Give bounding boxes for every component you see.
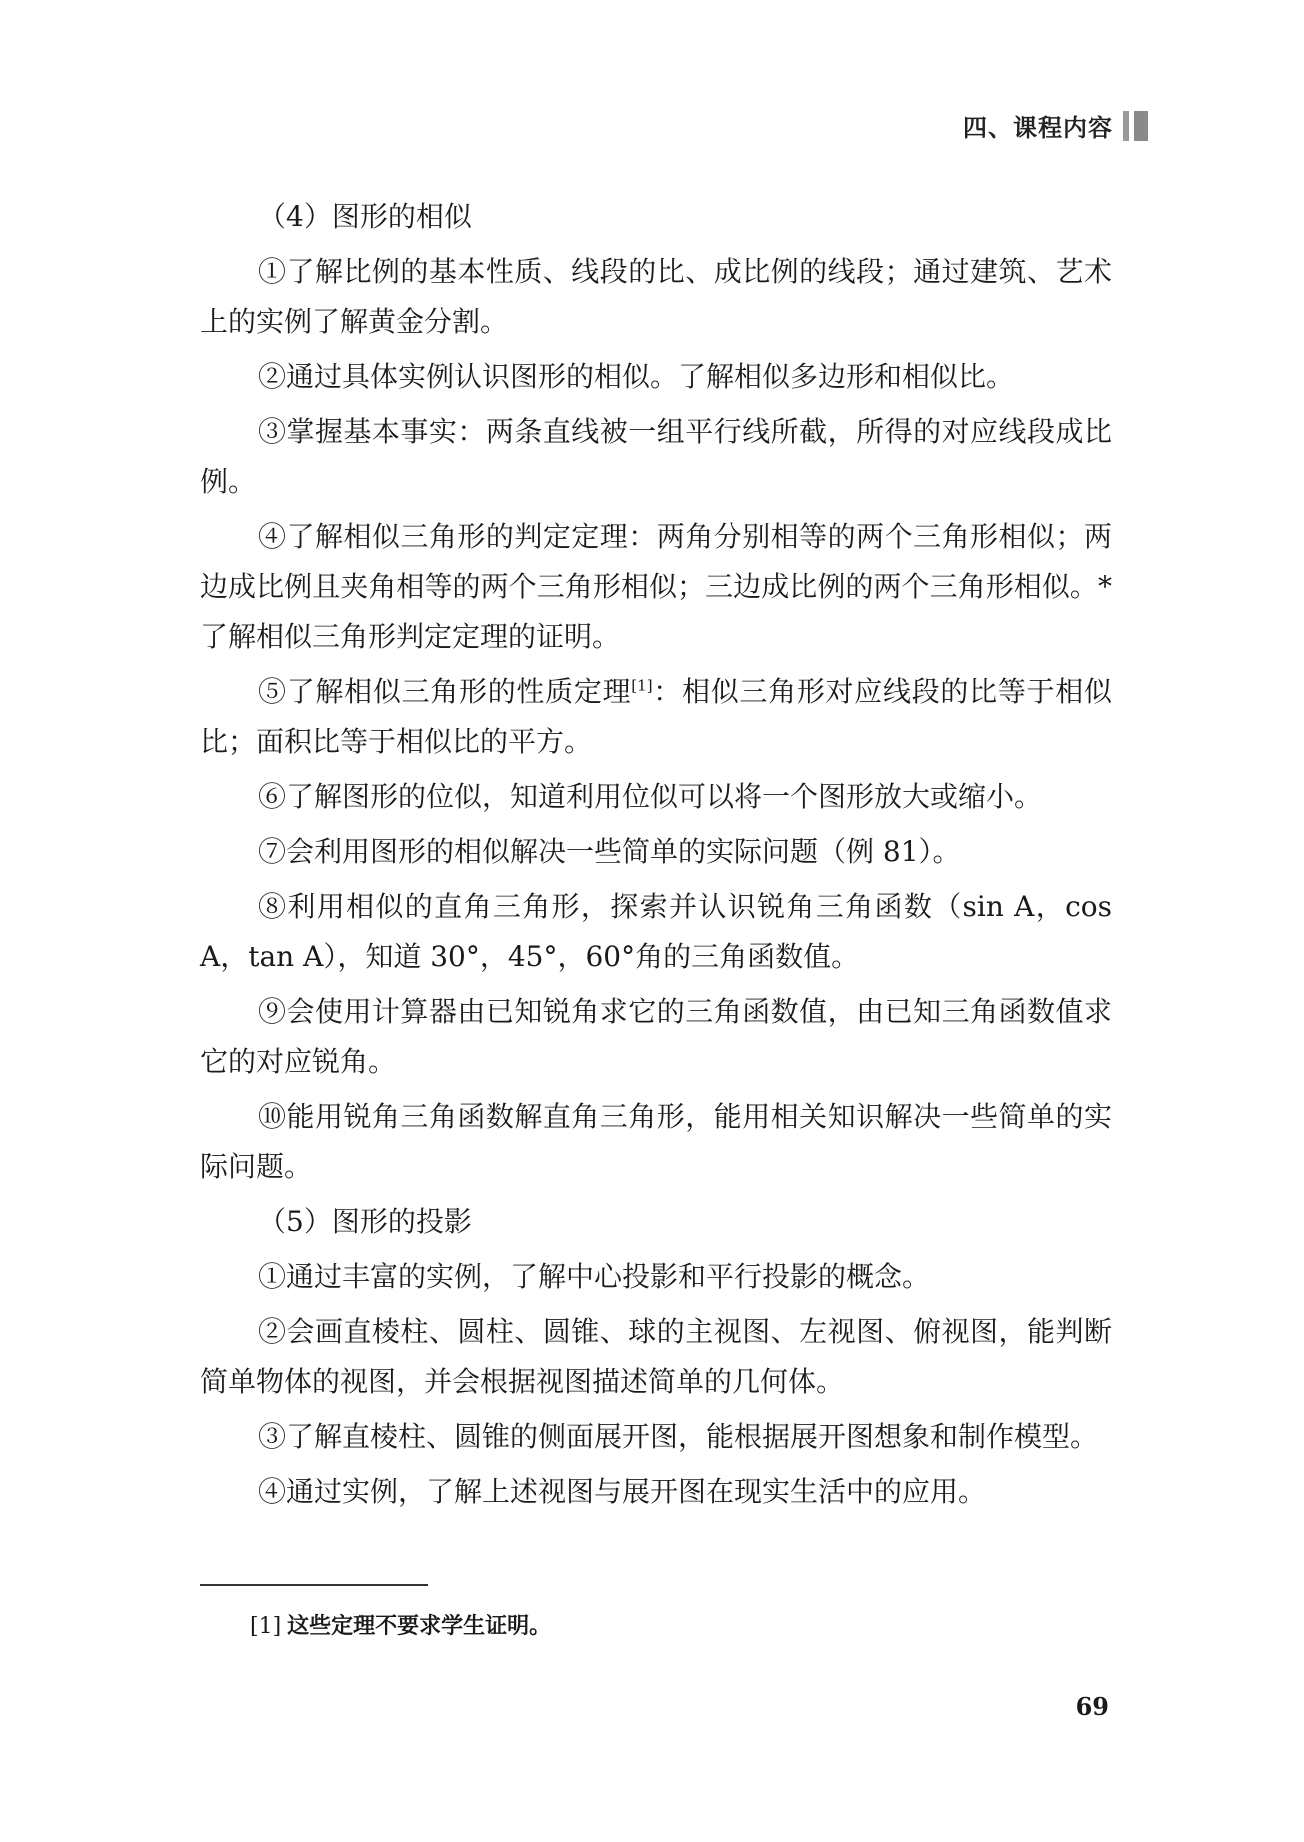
list-item: ④通过实例，了解上述视图与展开图在现实生活中的应用。 xyxy=(258,1475,987,1508)
list-item: ①了解比例的基本性质、线段的比、成比例的线段；通过建筑、艺术上的实例了解黄金分割。 xyxy=(200,255,1112,338)
footnote-mark: [1] xyxy=(250,1614,282,1639)
footnote-reference: [1] xyxy=(631,676,653,695)
footnote-text: 这些定理不要求学生证明。 xyxy=(287,1614,552,1639)
page-number: 69 xyxy=(1075,1692,1109,1721)
list-item: ②通过具体实例认识图形的相似。了解相似多边形和相似比。 xyxy=(258,360,1015,393)
list-item: ⑩能用锐角三角函数解直角三角形，能用相关知识解决一些简单的实际问题。 xyxy=(200,1100,1112,1183)
footnote-divider xyxy=(200,1584,428,1586)
list-item: ⑦会利用图形的相似解决一些简单的实际问题（例 81）。 xyxy=(258,835,961,868)
section-heading: （5）图形的投影 xyxy=(258,1205,472,1238)
list-item: ①通过丰富的实例，了解中心投影和平行投影的概念。 xyxy=(258,1260,931,1293)
list-item: ⑨会使用计算器由已知锐角求它的三角函数值，由已知三角函数值求它的对应锐角。 xyxy=(200,995,1112,1078)
item-text: ：相似三角形对应线段的比等于相似比；面积比等于相似比的平方。 xyxy=(200,675,1112,758)
body-text xyxy=(200,192,1112,1522)
section-heading: （4）图形的相似 xyxy=(258,200,472,233)
list-item: ⑧利用相似的直角三角形，探索并认识锐角三角函数（sin A，cos A，tan A），知道 30°，45°，60°角的三角函数值。 xyxy=(200,890,1112,973)
item-text: ⑤了解相似三角形的性质定理 xyxy=(258,675,632,708)
chapter-title: 四、课程内容 xyxy=(963,114,1113,142)
running-header xyxy=(963,108,1148,143)
list-item: ⑥了解图形的位似，知道利用位似可以将一个图形放大或缩小。 xyxy=(258,780,1043,813)
header-bar-icon xyxy=(1123,111,1148,141)
list-item: ③掌握基本事实：两条直线被一组平行线所截，所得的对应线段成比例。 xyxy=(200,415,1112,498)
list-item: ④了解相似三角形的判定定理：两角分别相等的两个三角形相似；两边成比例且夹角相等的两个三角形相似；三边成比例的两个三角形相似。* 了解相似三角形判定定理的证明。 xyxy=(200,520,1112,653)
list-item: ③了解直棱柱、圆锥的侧面展开图，能根据展开图想象和制作模型。 xyxy=(258,1420,1099,1453)
list-item xyxy=(200,667,1112,767)
footnote xyxy=(250,1612,551,1642)
list-item: ②会画直棱柱、圆柱、圆锥、球的主视图、左视图、俯视图，能判断简单物体的视图，并会根据视图描述简单的几何体。 xyxy=(200,1315,1112,1398)
